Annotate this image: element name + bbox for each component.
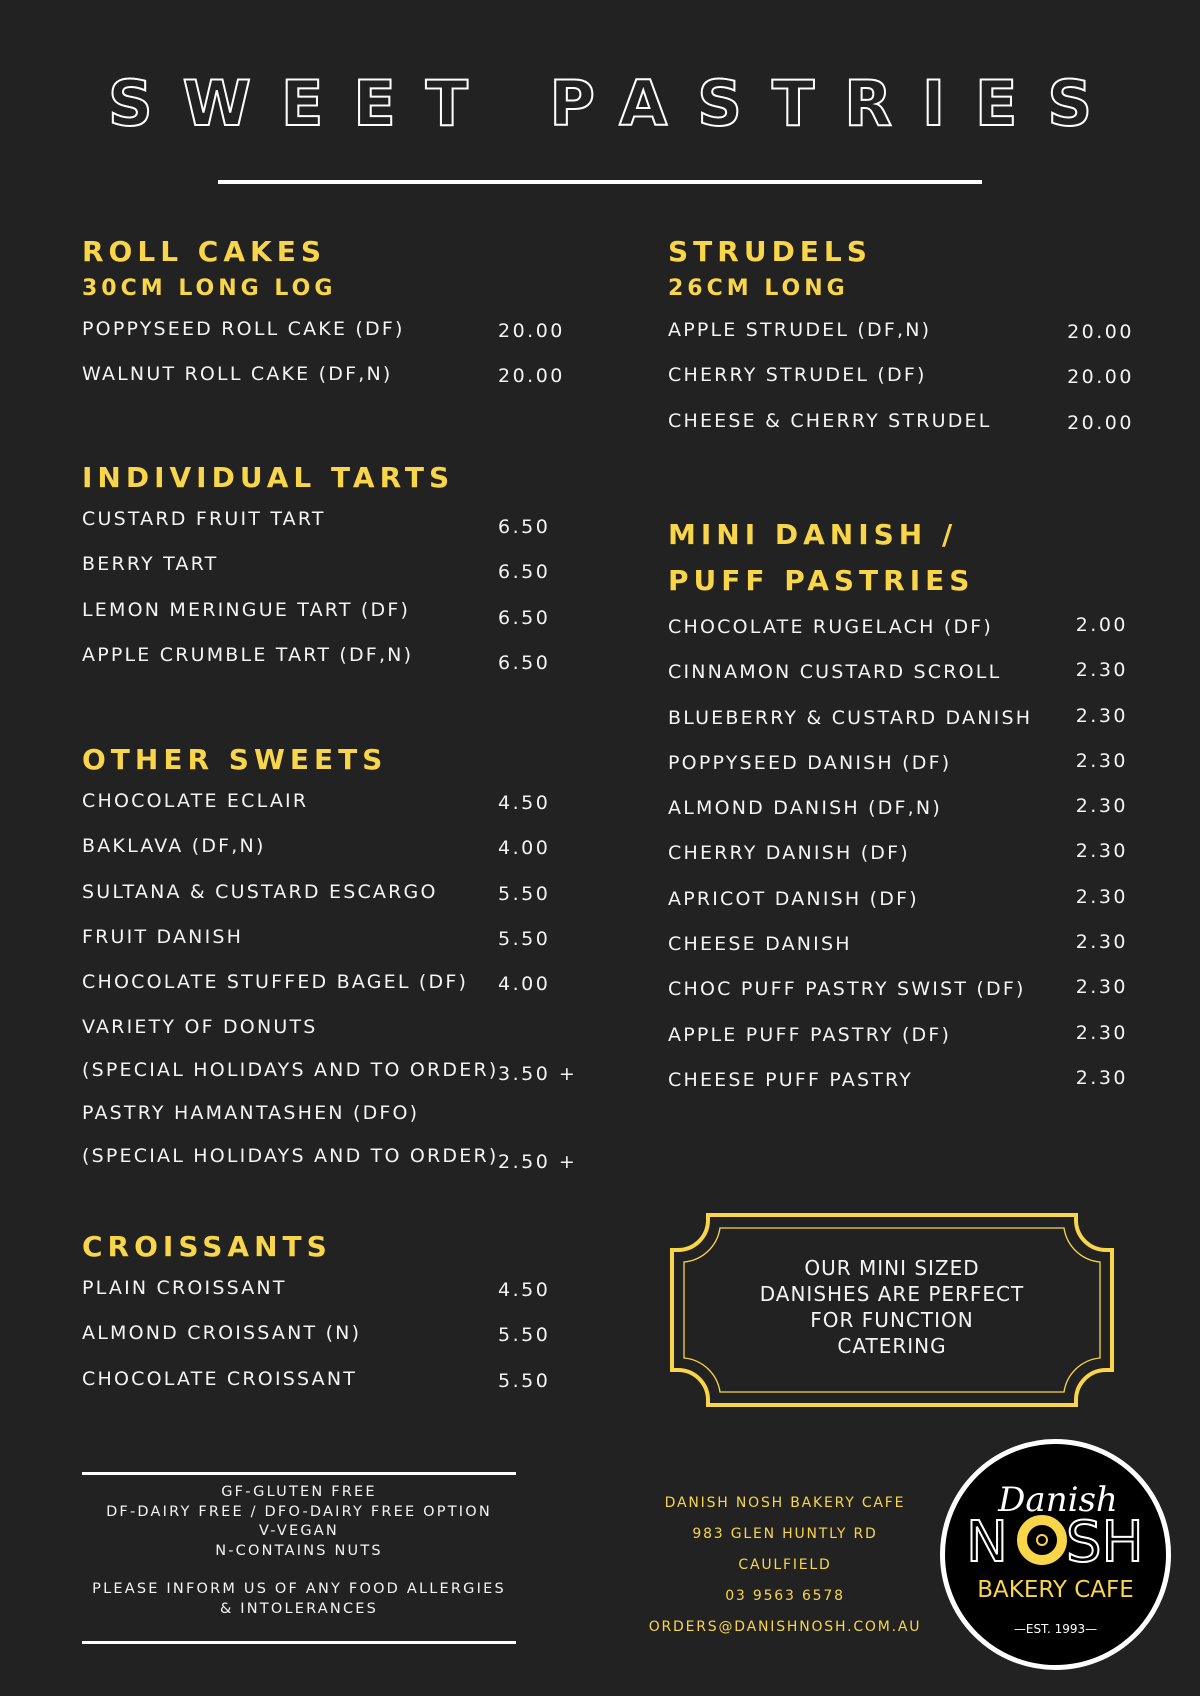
menu-item — [82, 1094, 602, 1137]
item-name: ALMOND CROISSANT (N) — [82, 1322, 362, 1345]
item-price: 6.50 — [498, 516, 551, 538]
item-price: 2.30 — [1075, 840, 1128, 863]
catering-line: DANISHES ARE PERFECT — [759, 1282, 1025, 1306]
item-price: 2.00 — [1075, 614, 1128, 636]
section-heading: INDIVIDUAL TARTS — [82, 461, 455, 494]
item-price: 20.00 — [498, 365, 565, 388]
allergy-note: & INTOLERANCES — [219, 1600, 379, 1617]
item-price: 4.00 — [498, 973, 551, 996]
item-price: 5.50 — [498, 927, 551, 950]
item-price: 2.30 — [1075, 704, 1128, 727]
catering-callout — [668, 1212, 1116, 1408]
item-price: 20.00 — [1067, 366, 1134, 389]
email-link[interactable]: ORDERS@DANISHNOSH.COM.AU — [648, 1619, 922, 1635]
item-name: APPLE CRUMBLE TART (DF,N) — [82, 643, 414, 666]
item-price: 4.50 — [498, 792, 551, 814]
item-price: 2.30 — [1075, 1021, 1128, 1044]
danish-nosh-logo — [938, 1437, 1173, 1672]
menu-item — [82, 545, 602, 590]
item-name: CHOCOLATE ECLAIR — [82, 790, 309, 812]
item-name: PASTRY HAMANTASHEN (DFO) — [82, 1102, 420, 1125]
menu-item — [668, 925, 1138, 970]
contact-info — [640, 1488, 930, 1643]
menu-item — [82, 1269, 602, 1314]
item-name: CHEESE PUFF PASTRY — [668, 1068, 914, 1091]
item-name: CHOC PUFF PASTRY SWIST (DF) — [668, 978, 1026, 1001]
menu-item — [82, 355, 602, 400]
menu-item — [668, 356, 1138, 401]
menu-item-note — [82, 1051, 602, 1094]
item-name: APPLE PUFF PASTRY (DF) — [668, 1023, 952, 1046]
address: 983 GLEN HUNTLY RD — [692, 1526, 878, 1542]
item-name: CUSTARD FRUIT TART — [82, 508, 326, 530]
legend-line: V-VEGAN — [259, 1523, 339, 1539]
menu-item — [668, 653, 1138, 698]
menu-item — [668, 970, 1138, 1015]
logo-badge-icon — [938, 1437, 1173, 1672]
item-price: 5.50 — [498, 882, 551, 905]
menu-item — [668, 311, 1138, 356]
catering-line: OUR MINI SIZED — [804, 1256, 980, 1280]
item-price: 2.30 — [1075, 659, 1128, 682]
item-name: APPLE STRUDEL (DF,N) — [668, 319, 932, 341]
section-strudels — [668, 232, 1138, 447]
menu-item-note — [82, 1137, 602, 1180]
menu-item — [668, 880, 1138, 925]
menu-item — [82, 918, 602, 963]
item-name: (SPECIAL HOLIDAYS AND TO ORDER) — [82, 1059, 499, 1082]
item-price: 2.30 — [1075, 1066, 1128, 1089]
section-heading: STRUDELS — [668, 235, 872, 268]
page-title: SWEET PASTRIES — [107, 67, 1123, 140]
item-price: 2.50 + — [498, 1151, 578, 1174]
item-price: 20.00 — [498, 320, 565, 342]
section-heading: ROLL CAKES — [82, 235, 327, 268]
catering-line: FOR FUNCTION — [810, 1308, 974, 1332]
suburb: CAULFIELD — [738, 1557, 832, 1573]
item-name: POPPYSEED DANISH (DF) — [668, 751, 952, 774]
item-price: 3.50 + — [498, 1063, 578, 1086]
item-name: CHERRY DANISH (DF) — [668, 842, 910, 865]
menu-item — [668, 608, 1138, 653]
item-name: PLAIN CROISSANT — [82, 1277, 287, 1299]
menu-item — [82, 1314, 602, 1359]
menu-item — [82, 873, 602, 918]
section-heading: MINI DANISH / — [668, 518, 958, 551]
item-name: CHOCOLATE STUFFED BAGEL (DF) — [82, 971, 469, 994]
item-price: 20.00 — [1067, 321, 1134, 343]
item-name: SULTANA & CUSTARD ESCARGO — [82, 880, 438, 903]
catering-text — [668, 1255, 1116, 1359]
section-subheading: 30CM LONG LOG — [82, 276, 337, 301]
item-price: 2.30 — [1075, 885, 1128, 908]
menu-item — [82, 963, 602, 1008]
logo-letters-sh: SH — [1066, 1510, 1144, 1575]
legend-divider-top — [82, 1472, 516, 1475]
item-name: FRUIT DANISH — [82, 925, 244, 948]
item-price: 4.50 — [498, 1279, 551, 1301]
logo-script: Danish — [998, 1480, 1118, 1520]
menu-item — [668, 744, 1138, 789]
legend-line: DF-DAIRY FREE / DFO-DAIRY FREE OPTION — [106, 1503, 492, 1520]
item-price: 6.50 — [498, 561, 551, 584]
legend-line: N-CONTAINS NUTS — [215, 1542, 383, 1559]
item-price: 5.50 — [498, 1324, 551, 1347]
section-croissants — [82, 1227, 602, 1405]
menu-item — [668, 699, 1138, 744]
logo-tagline: BAKERY CAFE — [977, 1577, 1134, 1603]
section-heading: OTHER SWEETS — [82, 743, 388, 776]
title-divider — [218, 180, 982, 184]
menu-item — [668, 1016, 1138, 1061]
legend-divider-bottom — [82, 1641, 516, 1644]
item-name: BLUEBERRY & CUSTARD DANISH — [668, 706, 1033, 729]
item-name: CHEESE DANISH — [668, 933, 852, 956]
legend-line: GF-GLUTEN FREE — [221, 1484, 377, 1500]
section-mini-danish — [668, 512, 1138, 1106]
item-name: WALNUT ROLL CAKE (DF,N) — [82, 363, 393, 386]
logo-established: —EST. 1993— — [1013, 1622, 1098, 1636]
catering-line: CATERING — [837, 1334, 947, 1358]
item-name: CHEESE & CHERRY STRUDEL — [668, 409, 992, 432]
item-name: VARIETY OF DONUTS — [82, 1016, 318, 1039]
menu-item — [668, 1061, 1138, 1106]
section-subheading: 26CM LONG — [668, 276, 849, 301]
item-price: 5.50 — [498, 1369, 551, 1392]
item-name: ALMOND DANISH (DF,N) — [668, 797, 942, 820]
item-name: BERRY TART — [82, 553, 219, 576]
item-price: 2.30 — [1075, 749, 1128, 772]
menu-item — [668, 834, 1138, 879]
menu-item — [82, 310, 602, 355]
menu-item — [82, 591, 602, 636]
menu-item — [82, 782, 602, 827]
item-price: 20.00 — [1067, 411, 1134, 434]
item-name: APRICOT DANISH (DF) — [668, 887, 919, 910]
business-name: DANISH NOSH BAKERY CAFE — [664, 1495, 906, 1511]
item-name: CHOCOLATE CROISSANT — [82, 1367, 358, 1390]
item-price: 6.50 — [498, 651, 551, 674]
section-other-sweets — [82, 740, 602, 1180]
menu-item — [668, 402, 1138, 447]
item-name: LEMON MERINGUE TART (DF) — [82, 598, 411, 621]
menu-item — [82, 1008, 602, 1051]
item-name: CINNAMON CUSTARD SCROLL — [668, 661, 1002, 684]
section-heading: CROISSANTS — [82, 1230, 332, 1263]
item-name: BAKLAVA (DF,N) — [82, 835, 266, 858]
allergy-note: PLEASE INFORM US OF ANY FOOD ALLERGIES — [92, 1581, 506, 1597]
item-name: (SPECIAL HOLIDAYS AND TO ORDER) — [82, 1145, 499, 1168]
item-price: 6.50 — [498, 606, 551, 629]
menu-item — [82, 500, 602, 545]
menu-item — [82, 636, 602, 681]
logo-letter-n: N — [966, 1510, 1008, 1575]
item-name: CHERRY STRUDEL (DF) — [668, 364, 927, 387]
item-name: POPPYSEED ROLL CAKE (DF) — [82, 318, 405, 340]
item-price: 2.30 — [1075, 931, 1128, 954]
item-price: 4.00 — [498, 837, 551, 860]
item-name: CHOCOLATE RUGELACH (DF) — [668, 616, 994, 638]
menu-item — [82, 1360, 602, 1405]
section-roll-cakes — [82, 232, 602, 401]
dietary-legend — [82, 1483, 516, 1619]
section-heading-line2: PUFF PASTRIES — [668, 564, 975, 597]
section-individual-tarts — [82, 458, 602, 681]
item-price: 2.30 — [1075, 976, 1128, 999]
phone[interactable]: 03 9563 6578 — [725, 1588, 845, 1604]
menu-item — [82, 827, 602, 872]
item-price: 2.30 — [1075, 795, 1128, 818]
menu-item — [668, 789, 1138, 834]
